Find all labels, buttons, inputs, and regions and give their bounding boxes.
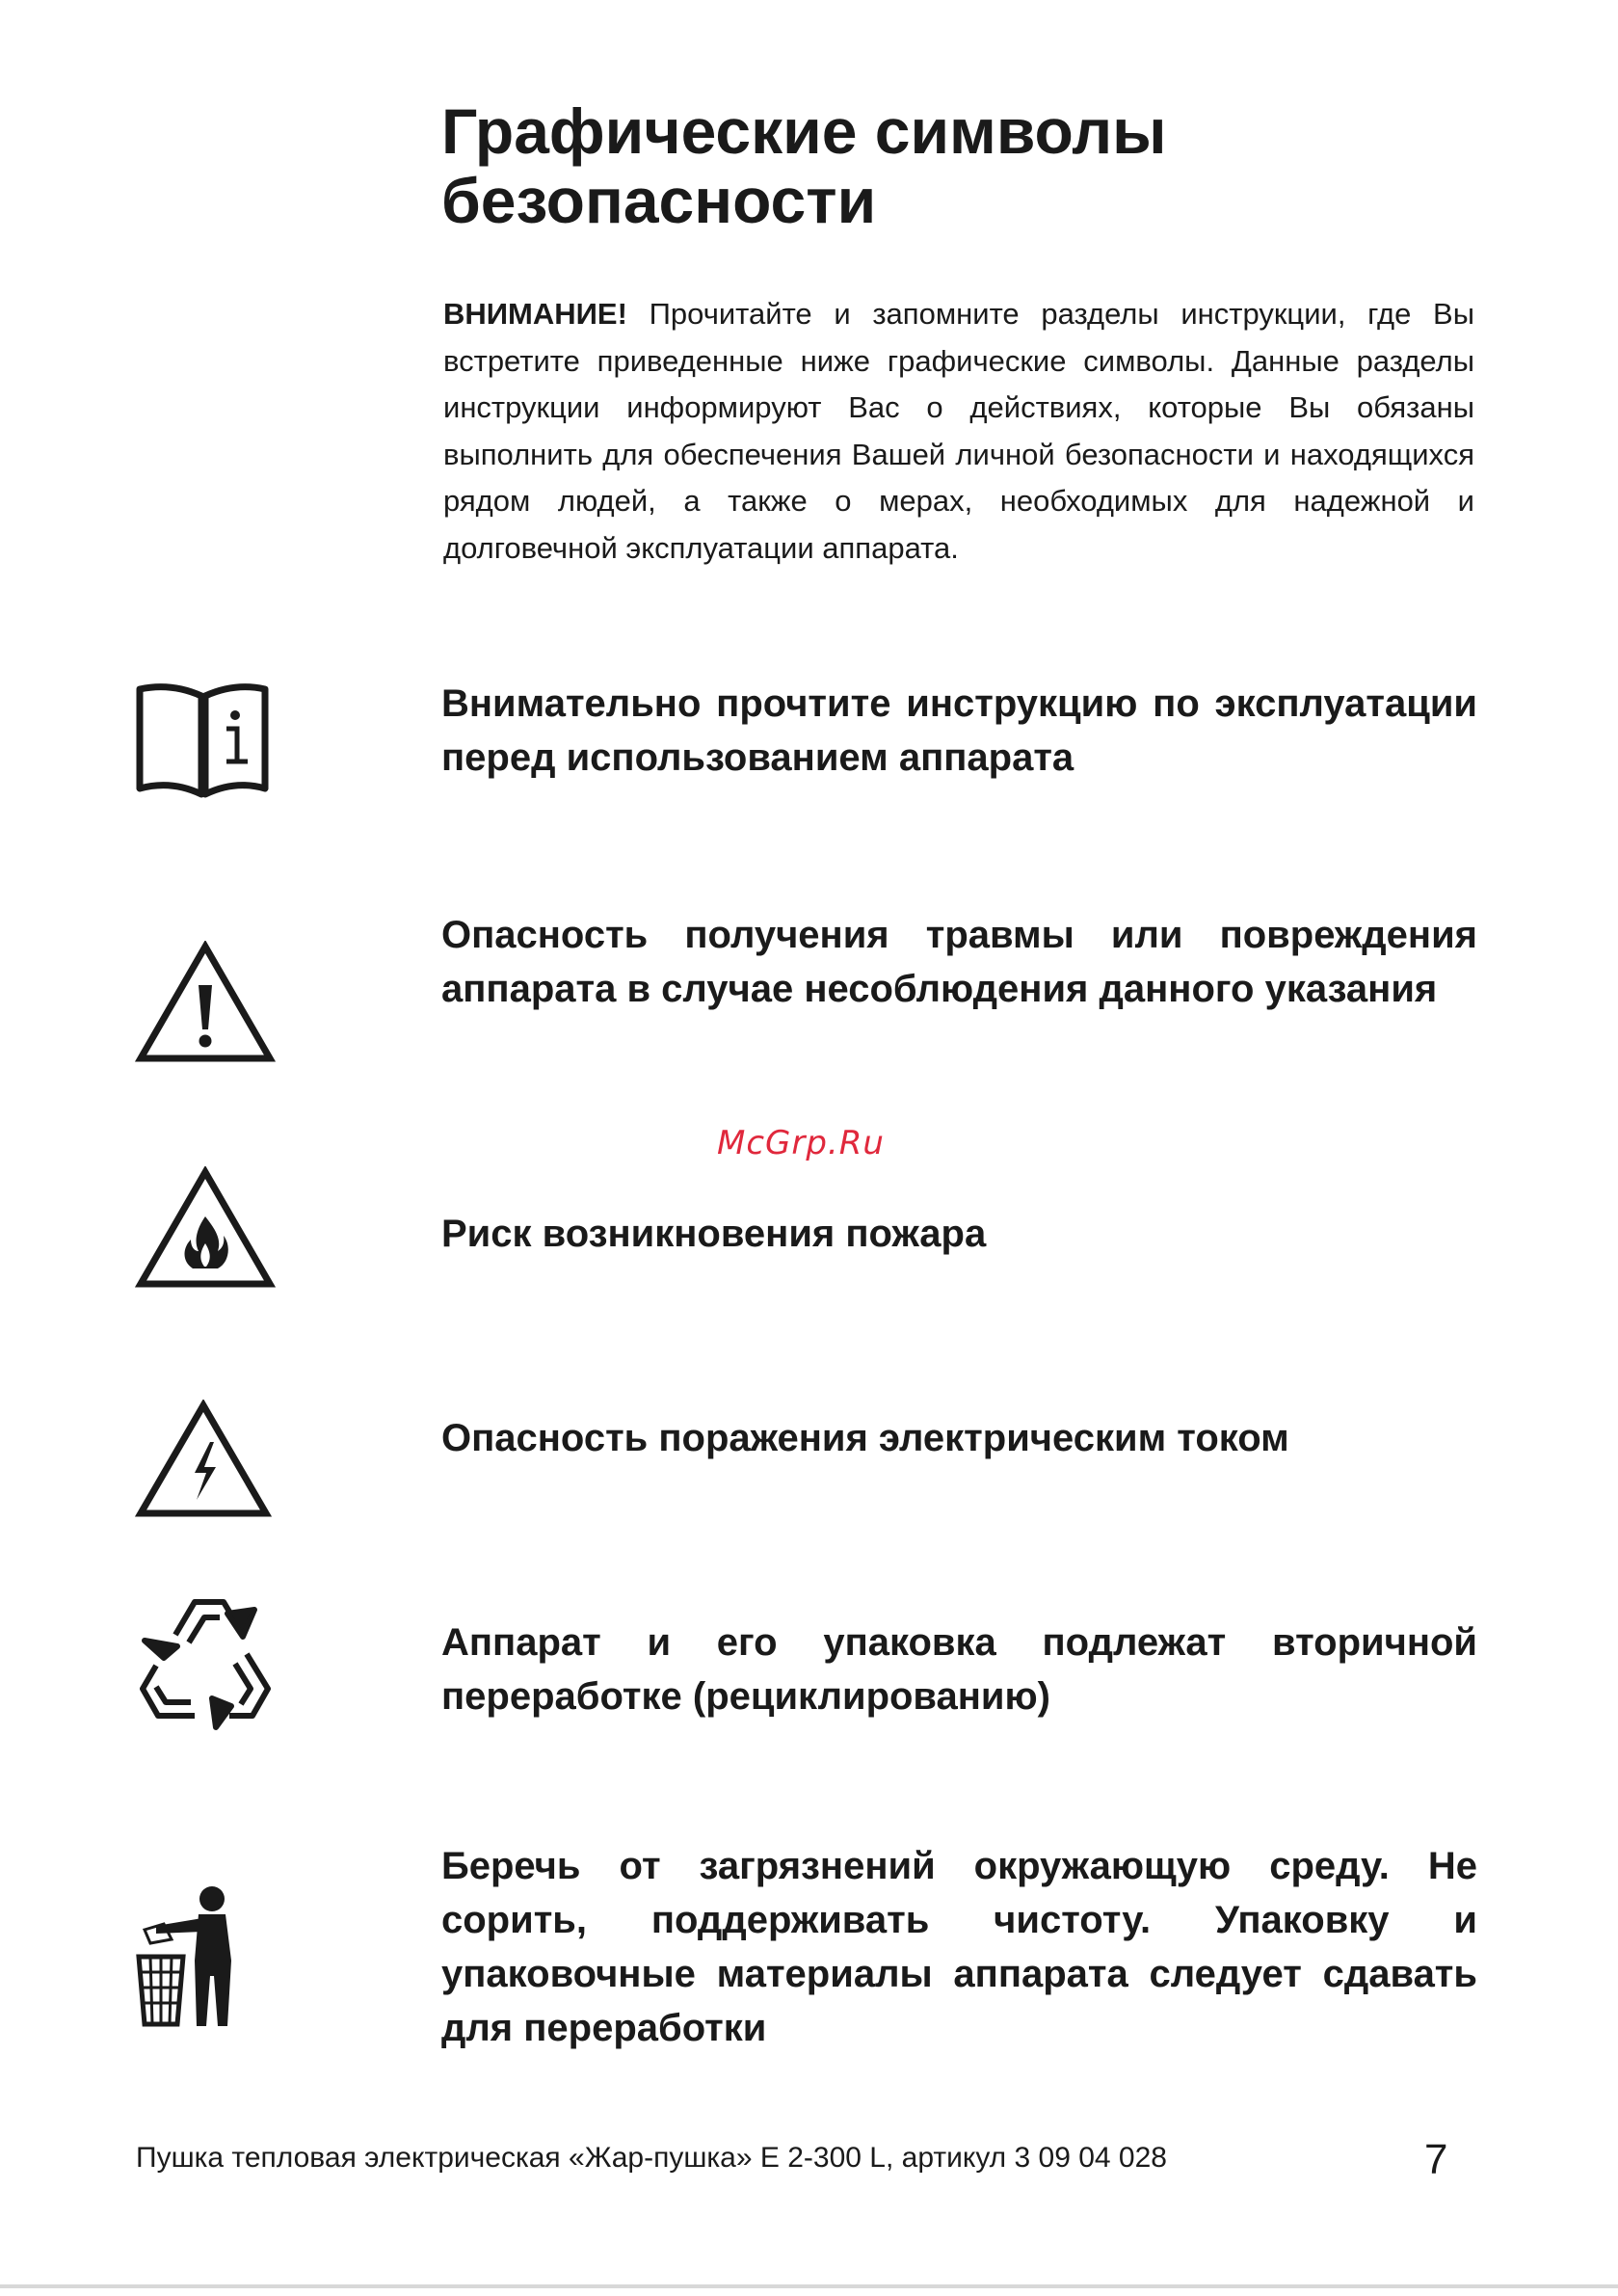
watermark: McGrp.Ru [717, 1124, 885, 1162]
page-title [441, 96, 1501, 235]
recycle-icon [135, 1592, 278, 1735]
litter-bin-icon [135, 1883, 251, 2030]
warning-paragraph [443, 291, 1474, 572]
footer-text: Пушка тепловая электрическая «Жар-пушка» Е 2-300 L, артикул 3 09 04 028 [136, 2142, 1167, 2174]
warning-exclamation-icon [135, 941, 276, 1064]
electric-shock-icon [135, 1400, 272, 1519]
warning-lead: ВНИМАНИЕ! [443, 297, 627, 331]
bottom-divider [0, 2284, 1618, 2288]
fire-hazard-icon [135, 1166, 276, 1290]
symbol-text-recycle: Аппарат и его упаковка подлежат вторичной переработке (рециклированию) [441, 1621, 1477, 1718]
page-title-line-1: Графические символы [441, 95, 1167, 167]
symbol-text-environment: Беречь от загрязнений окружающую среду. Не сорить, поддерживать чистоту. Упаковку и упаковочные материалы аппарата следует сдавать для переработки [441, 1845, 1477, 2049]
page-title-line-2: безопасности [441, 165, 877, 236]
warning-text: Прочитайте и запомните разделы инструкции, где Вы встретите приведенные ниже графические символы. Данные разделы инструкции информируют Вас о действиях, которые Вы обязаны выполнить для обеспечения Вашей личной безопасности и находящихся рядом людей, а также о мерах, необходимых для надежной и долговечной эксплуатации аппарата. [443, 297, 1474, 565]
symbol-text-electric: Опасность поражения электрическим током [441, 1417, 1289, 1459]
symbol-text-manual: Внимательно прочтите инструкцию по эксплуатации перед использованием аппарата [441, 682, 1477, 779]
page-number: 7 [1424, 2136, 1448, 2183]
symbol-text-warning: Опасность получения травмы или повреждения аппарата в случае несоблюдения данного указания [441, 914, 1477, 1010]
manual-info-icon [135, 682, 270, 798]
symbol-text-fire: Риск возникновения пожара [441, 1213, 987, 1255]
